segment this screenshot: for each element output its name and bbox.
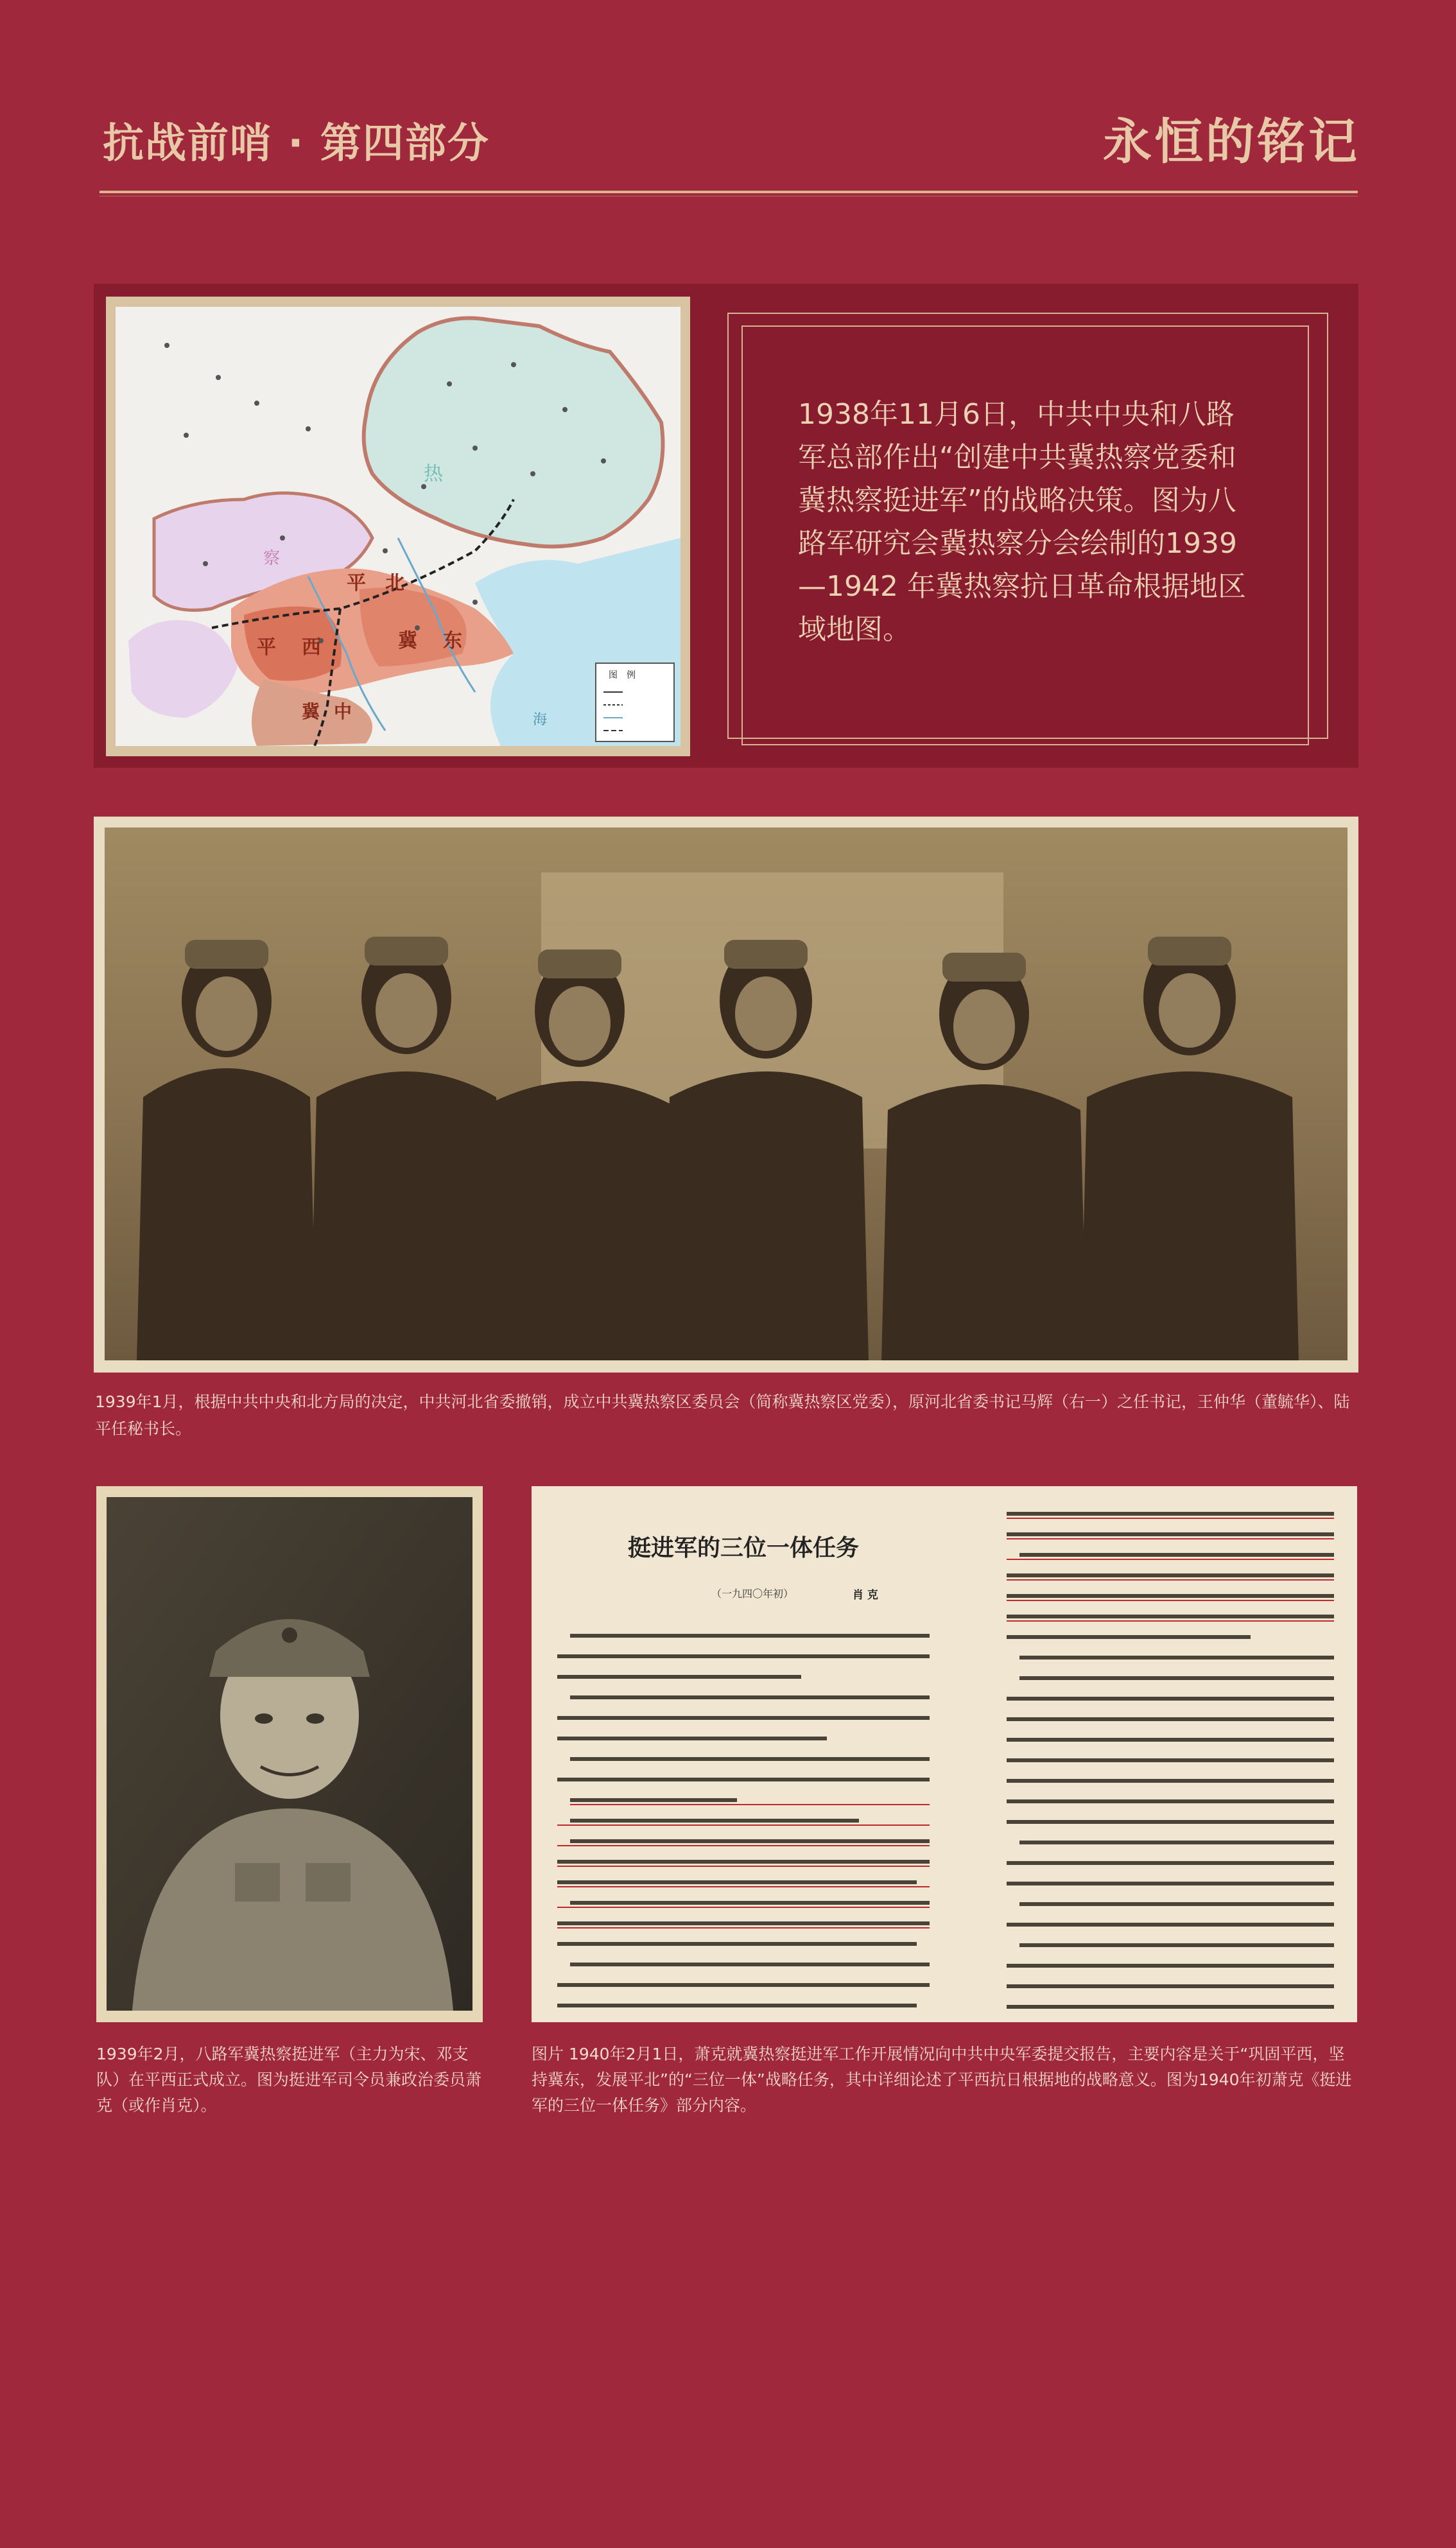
label-pingbei-2: 北 [385, 572, 404, 594]
label-re: 热 [424, 463, 443, 485]
document-caption: 图片 1940年2月1日，萧克就冀热察挺进军工作开展情况向中共中央军委提交报告，主要内容是关于“巩固平西，坚持冀东，发展平北”的“三位一体”战略任务，其中详细论述了平西抗日根据地的战略意义。图为1940年初萧克《挺进军的三位一体任务》部分内容。 [532, 2045, 1352, 2115]
portrait-caption: 1939年2月，八路军冀热察挺进军（主力为宋、邓支队）在平西正式成立。图为挺进军司令员兼政治委员萧克（或作肖克）。 [96, 2045, 482, 2115]
series-title: 永恒的铭记 [1103, 113, 1360, 170]
legend-title: 图 例 [609, 670, 636, 680]
label-pingbei-1: 平 [347, 572, 366, 594]
label-jizhong-1: 冀 [302, 701, 320, 722]
portrait-photo [107, 1497, 472, 2011]
label-jidong-2: 东 [443, 630, 462, 652]
document-date: （一九四〇年初） [711, 1588, 794, 1600]
map-description: 1938年11月6日，中共中央和八路军总部作出“创建中共冀热察党委和冀热察挺进军”的战略决策。图为八路军研究会冀热察分会绘制的1939—1942 年冀热察抗日革命根据地区域地图。 [798, 398, 1246, 646]
label-cha: 察 [263, 549, 281, 568]
document-title: 挺进军的三位一体任务 [628, 1534, 860, 1561]
label-sea: 海 [533, 712, 548, 728]
label-pingxi-1: 平 [257, 636, 276, 659]
label-pingxi-2: 西 [302, 636, 321, 659]
group-photo [105, 828, 1348, 1360]
document-author: 肖 克 [853, 1589, 878, 1602]
base-area-map [116, 307, 680, 746]
label-jizhong-2: 中 [334, 701, 352, 722]
label-jidong-1: 冀 [398, 630, 417, 652]
header-divider [100, 191, 1358, 193]
group-photo-caption: 1939年1月，根据中共中央和北方局的决定，中共河北省委撤销，成立中共冀热察区委员会（简称冀热察区党委），原河北省委书记马辉（右一）之任书记，王仲华（董毓华）、陆平任秘书长。 [95, 1392, 1350, 1438]
document-text-lines [532, 1486, 1357, 2022]
section-title: 抗战前哨 · 第四部分 [103, 120, 490, 168]
